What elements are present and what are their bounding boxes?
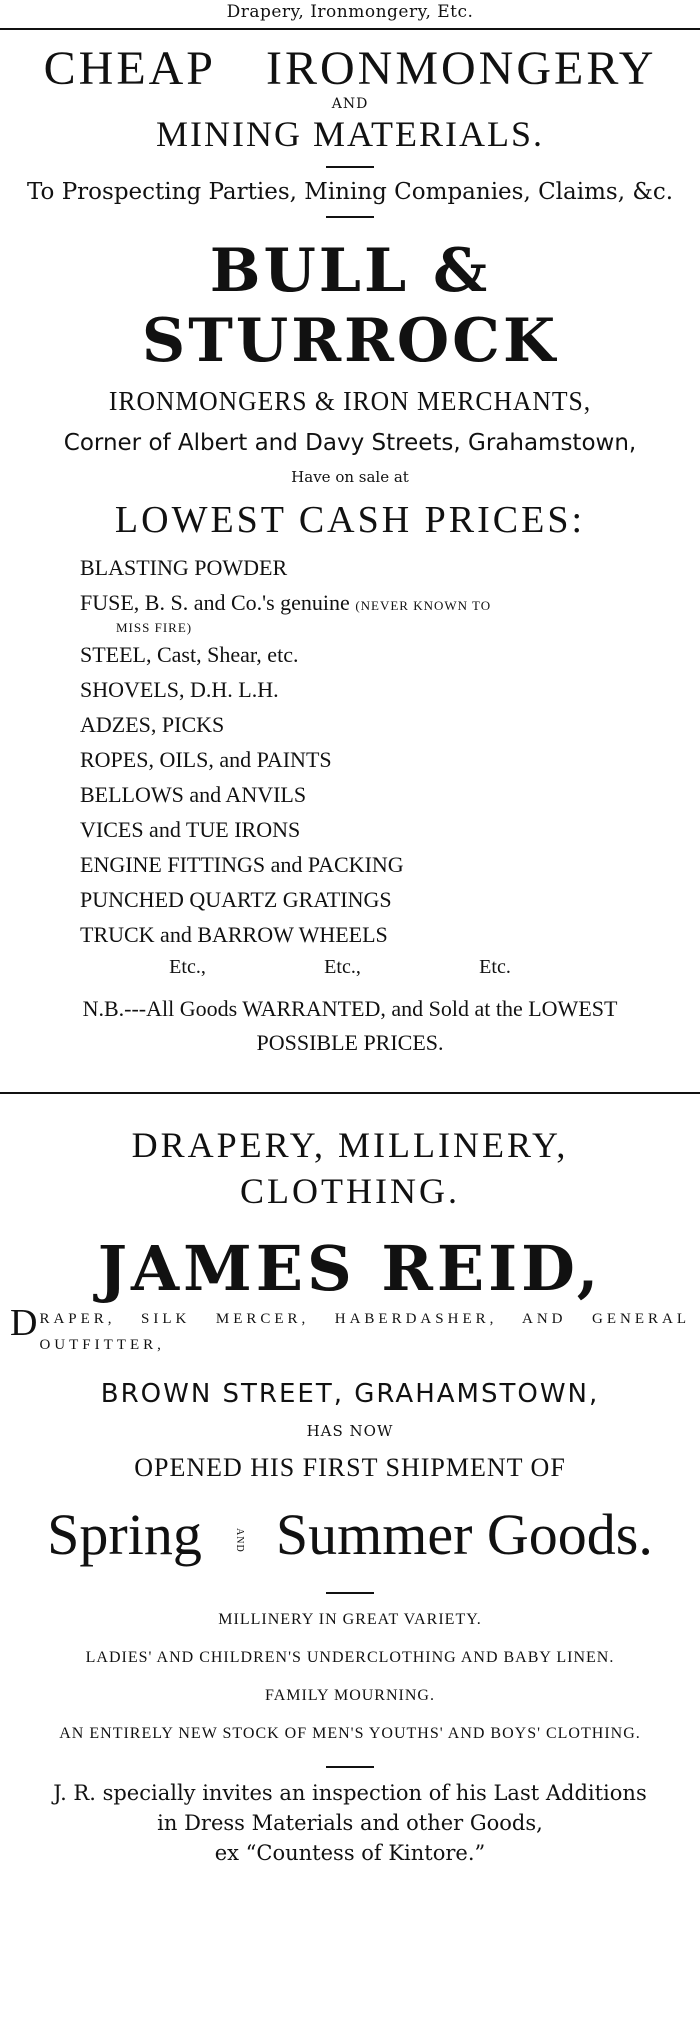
nb-line: POSSIBLE PRICES. — [256, 1030, 444, 1055]
fuse-note-cont: MISS FIRE) — [116, 620, 193, 635]
short-rule — [326, 216, 374, 218]
ad1-have-on-sale: Have on sale at — [291, 468, 409, 486]
list-item: PUNCHED QUARTZ GRATINGS — [80, 887, 392, 912]
summer-text: Summer Goods. — [275, 1502, 653, 1567]
ad2-street: BROWN STREET, GRAHAMSTOWN, — [100, 1379, 600, 1409]
list-item: VICES and TUE IRONS — [80, 817, 301, 842]
ad2-title-line: CLOTHING. — [240, 1171, 460, 1211]
spring-text: Spring — [47, 1502, 202, 1567]
ad1-item-list — [80, 550, 700, 952]
fuse-note: (NEVER KNOWN TO — [355, 598, 492, 613]
list-item: ROPES, OILS, and PAINTS — [80, 747, 332, 772]
ad-james-reid — [0, 1122, 700, 1868]
ad1-address: Corner of Albert and Davy Streets, Grahamstown, — [63, 430, 637, 456]
ad1-firm-name: BULL & STURROCK — [141, 236, 559, 376]
ad2-line: FAMILY MOURNING. — [265, 1687, 435, 1704]
ad2-line: MILLINERY IN GREAT VARIETY. — [218, 1611, 482, 1628]
etc-text: Etc. — [479, 956, 511, 978]
ad2-spring-summer — [0, 1500, 700, 1570]
ad1-title2: MINING MATERIALS. — [156, 114, 544, 154]
ad-bull-sturrock — [0, 42, 700, 1060]
ad1-title — [0, 42, 700, 96]
ad2-trades-text: RAPER, SILK MERCER, HABERDASHER, AND GENERAL OUTFITTER, — [39, 1311, 690, 1353]
ad2-line: LADIES' AND CHILDREN'S UNDERCLOTHING AND BABY LINEN. — [85, 1649, 615, 1666]
ad1-and: AND — [331, 96, 369, 112]
drop-initial: D — [10, 1302, 38, 1344]
ad2-has-now: HAS NOW — [306, 1422, 394, 1440]
etc-text: Etc., — [324, 956, 361, 978]
short-rule — [326, 1592, 374, 1594]
ad2-trades — [0, 1302, 700, 1358]
ad1-nb — [0, 992, 700, 1060]
list-item: BELLOWS and ANVILS — [80, 782, 307, 807]
list-item: ENGINE FITTINGS and PACKING — [80, 852, 404, 877]
ad1-prices-heading: LOWEST CASH PRICES: — [114, 499, 586, 541]
list-item-label: FUSE, B. S. and Co.'s genuine — [80, 590, 350, 615]
list-item: TRUCK and BARROW WHEELS — [80, 922, 388, 947]
ad2-line: AN ENTIRELY NEW STOCK OF MEN'S YOUTHS' AND BOYS' CLOTHING. — [59, 1725, 641, 1742]
closing-line: in Dress Materials and other Goods, — [157, 1811, 543, 1835]
list-item-fuse — [80, 585, 700, 637]
etc-text: Etc., — [169, 956, 206, 978]
ad2-opened: OPENED HIS FIRST SHIPMENT OF — [134, 1453, 566, 1482]
closing-line: ex “Countess of Kintore.” — [214, 1841, 486, 1865]
nb-line: N.B.---All Goods WARRANTED, and Sold at the LOWEST — [82, 996, 618, 1021]
ad1-etc-row — [110, 952, 570, 982]
list-item: ADZES, PICKS — [80, 712, 225, 737]
short-rule — [326, 1766, 374, 1768]
ad2-title — [0, 1122, 700, 1214]
header-rule — [0, 28, 700, 30]
ad1-subtitle: IRONMONGERS & IRON MERCHANTS, — [108, 386, 592, 416]
closing-line: J. R. specially invites an inspection of his Last Additions — [53, 1781, 647, 1805]
ad-separator — [0, 1092, 700, 1094]
ad1-title-a: CHEAP — [43, 42, 216, 95]
short-rule — [326, 166, 374, 168]
and-vertical: AND — [233, 1528, 245, 1554]
ad1-title-b: IRONMONGERY — [266, 42, 657, 95]
ad2-title-line: DRAPERY, MILLINERY, — [131, 1125, 569, 1165]
list-item: SHOVELS, D.H. L.H. — [80, 677, 279, 702]
ad1-prospecting: To Prospecting Parties, Mining Companies, Claims, &c. — [26, 179, 674, 205]
running-header: Drapery, Ironmongery, Etc. — [226, 2, 474, 22]
list-item: STEEL, Cast, Shear, etc. — [80, 642, 299, 667]
ad2-closing — [0, 1778, 700, 1868]
list-item: BLASTING POWDER — [80, 555, 288, 580]
ad2-name: JAMES REID, — [97, 1232, 603, 1305]
